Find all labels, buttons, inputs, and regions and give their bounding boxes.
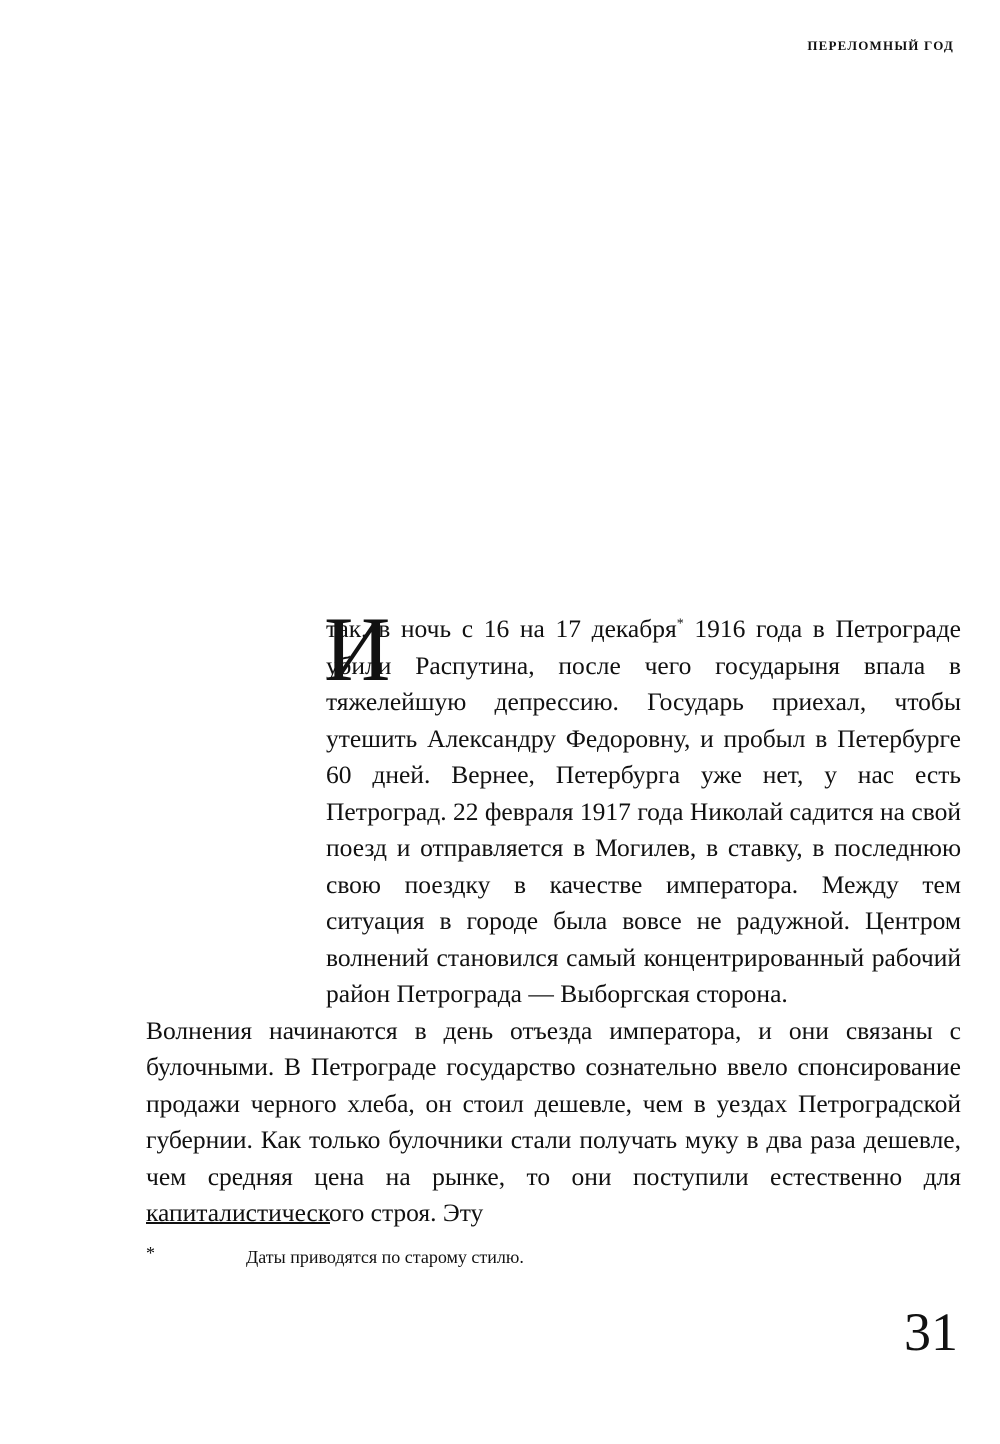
drop-cap: И	[324, 598, 391, 700]
paragraph-2: Волнения начинаются в день отъезда императора, и они связаны с булочными. В Петрограде государство сознательно ввело спонсирование продажи черного хлеба, он стоил дешевле, чем в уездах Петроградской губернии. Как только булочники стали получать муку в два раза дешевле, чем средняя цена на рынке, то они поступили естественно для капиталистического строя. Эту	[146, 1015, 961, 1227]
footnote-separator	[146, 1222, 330, 1224]
main-text	[146, 598, 961, 1232]
running-header: ПЕРЕЛОМНЫЙ ГОД	[807, 38, 954, 53]
paragraph-1-rest: 1916 года в Петрограде убили Распутина, после чего государыня впала в тяжелейшую депрессию. Государь приехал, чтобы утешить Александру Федоровну, и пробыл в Петербурге 60 дней. Вернее, Петербурга уже нет, у нас есть Петроград. 22 февраля 1917 года Николай садится на свой поезд и отправляется в Могилев, в ставку, в последнюю свою поездку в качестве императора. Между тем ситуация в городе была вовсе не радужной. Центром волнений становился самый концентрированный рабочий район Петрограда — Выборгская сторона.	[326, 614, 961, 1008]
paragraph-1-start: так, в ночь с 16 на 17 декабря	[326, 614, 677, 643]
footnote-text: Даты приводятся по старому стилю.	[246, 1247, 524, 1267]
paragraph-1	[146, 598, 961, 1013]
footnote-reference: *	[676, 616, 684, 632]
footnote-mark: *	[146, 1243, 155, 1263]
page-number: 31	[904, 1302, 958, 1362]
